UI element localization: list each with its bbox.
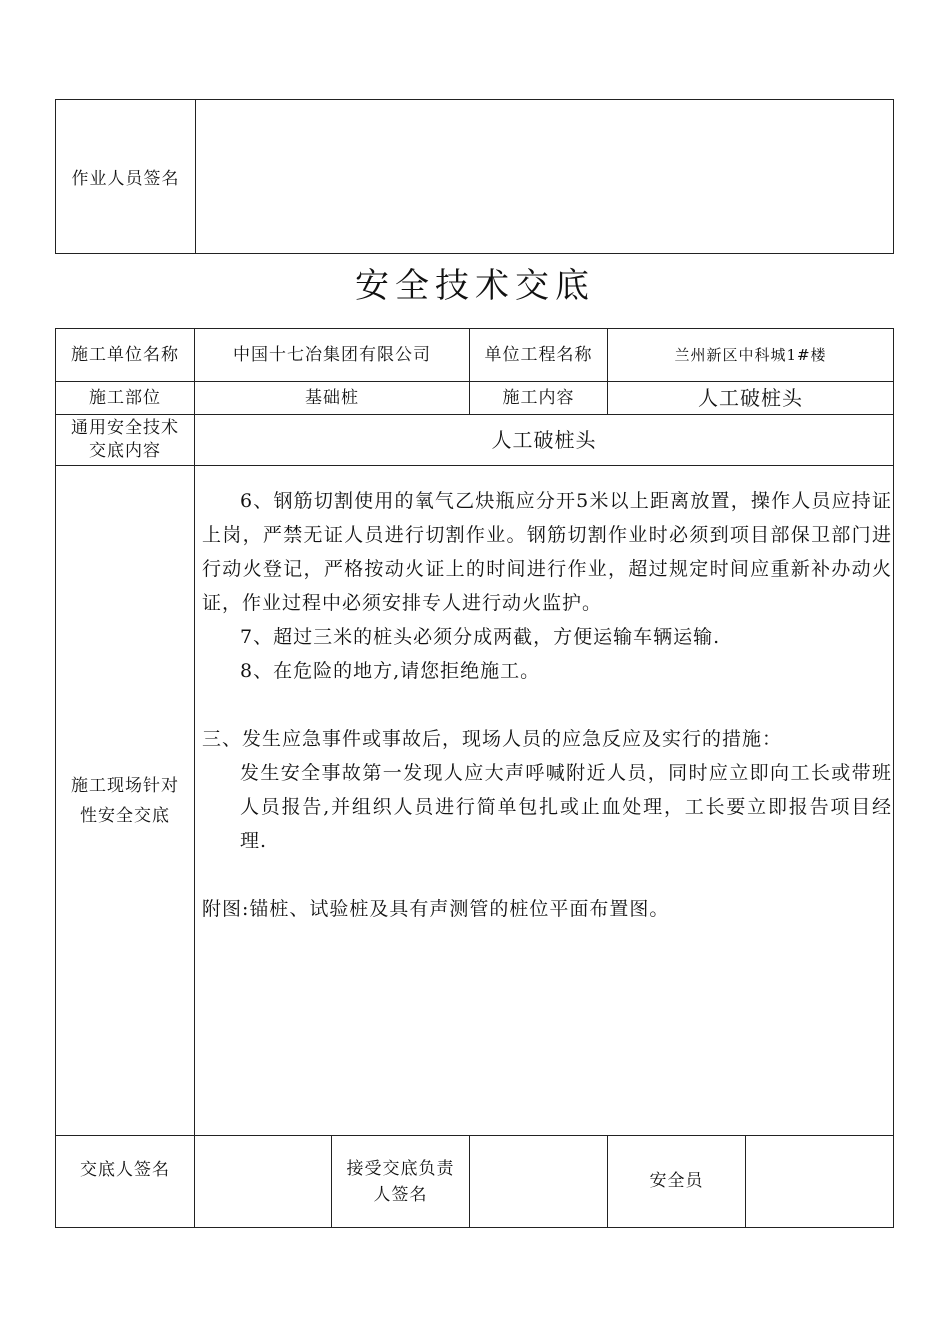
unit-name-value: 中国十七冶集团有限公司 — [233, 344, 431, 365]
safety-officer-label: 安全员 — [649, 1171, 704, 1191]
construction-part-value: 基础桩 — [305, 387, 359, 408]
section-3-title: 三、发生应急事件或事故后，现场人员的应急反应及实行的措施： — [202, 728, 783, 750]
onsite-disclosure-content — [202, 484, 892, 926]
project-name-value: 兰州新区中科城1#楼 — [674, 345, 827, 364]
worker-signature-table — [55, 99, 894, 254]
general-disclosure-value: 人工破桩头 — [491, 427, 597, 452]
receiver-signature-field[interactable] — [470, 1136, 607, 1227]
item-6: 6、钢筋切割使用的氧气乙炔瓶应分开5米以上距离放置，操作人员应持证上岗，严禁无证人员进行切割作业。钢筋切割作业时必须到项目部保卫部门进行动火登记，严格按动火证上的时间进行作业，超过规定时间应重新补办动火证，作业过程中必须安排专人进行动火监护。 — [202, 490, 892, 614]
disclosure-table — [55, 328, 894, 1228]
construction-content-value: 人工破桩头 — [698, 385, 803, 410]
construction-content-label: 施工内容 — [502, 387, 575, 408]
general-disclosure-label: 通用安全技术交底内容 — [71, 418, 179, 461]
worker-signature-field[interactable] — [196, 100, 893, 253]
receiver-signature-label: 接受交底负责人签名 — [346, 1158, 455, 1205]
section-3-body: 发生安全事故第一发现人应大声呼喊附近人员，同时应立即向工长或带班人员报告,并组织人员进行简单包扎或止血处理，工长要立即报告项目经理. — [240, 762, 892, 852]
unit-name-label: 施工单位名称 — [71, 344, 179, 365]
worker-signature-label: 作业人员签名 — [56, 100, 196, 253]
item-8: 8、在危险的地方,请您拒绝施工。 — [240, 660, 541, 682]
discloser-signature-label: 交底人签名 — [80, 1160, 170, 1180]
safety-officer-signature-field[interactable] — [746, 1136, 893, 1227]
construction-part-label: 施工部位 — [89, 387, 161, 408]
discloser-signature-field[interactable] — [195, 1136, 331, 1227]
onsite-disclosure-label: 施工现场针对性安全交底 — [71, 775, 179, 826]
spacer — [202, 858, 892, 892]
document-title: 安全技术交底 — [355, 266, 595, 306]
item-7: 7、超过三米的桩头必须分成两截，方便运输车辆运输. — [240, 626, 721, 648]
spacer — [202, 688, 892, 722]
project-name-label: 单位工程名称 — [484, 344, 593, 365]
attachment-note: 附图:锚桩、试验桩及具有声测管的桩位平面布置图。 — [202, 898, 670, 920]
